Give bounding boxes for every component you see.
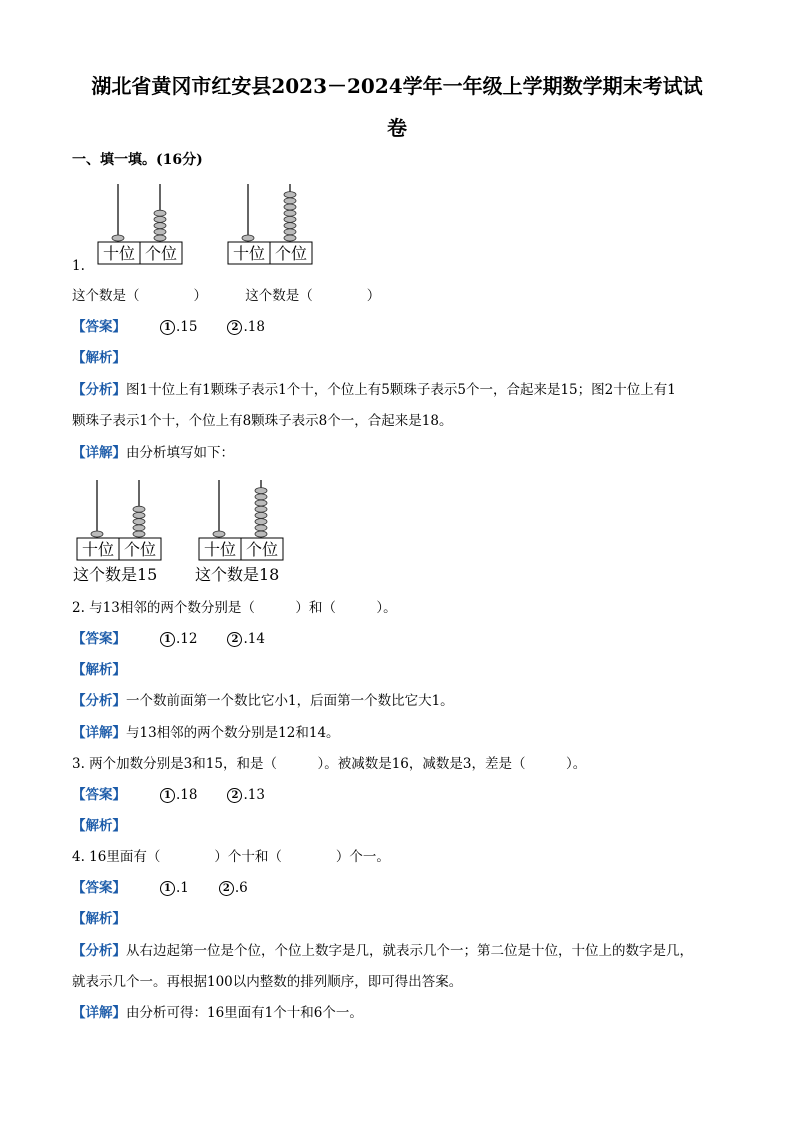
- abacus-figure-1: [96, 182, 186, 268]
- circle-number: 2: [227, 788, 242, 803]
- abacus-bead: [133, 519, 145, 525]
- q3-answer-row: [72, 785, 265, 805]
- circle-number: 1: [160, 320, 175, 335]
- abacus-bead: [133, 531, 145, 537]
- abacus-bead: [154, 223, 166, 229]
- place-label: 十位: [102, 244, 136, 263]
- abacus-bead: [91, 531, 103, 537]
- q1-analysis-text-1: 图1十位上有1颗珠子表示1个十，个位上有5颗珠子表示5个一，合起来是15；图2十位上有1: [126, 382, 676, 398]
- jiexi-label: 【解析】: [72, 350, 126, 366]
- abacus-bead: [154, 235, 166, 241]
- abacus-bead: [284, 198, 296, 204]
- abacus-bead: [255, 531, 267, 537]
- q2-answer-row: [72, 629, 265, 649]
- abacus-bead: [255, 519, 267, 525]
- detail-label: 【详解】: [72, 725, 126, 741]
- q2-answer-1: .12: [176, 631, 198, 647]
- analysis-label: 【分析】: [72, 693, 126, 709]
- abacus-bead: [284, 235, 296, 241]
- place-label: 个位: [144, 244, 178, 263]
- q1-jiexi: [72, 348, 126, 368]
- q4-answer-row: [72, 878, 248, 898]
- abacus-bead: [112, 235, 124, 241]
- abacus-caption-2: 这个数是18: [195, 565, 280, 584]
- q4-jiexi: [72, 909, 126, 929]
- q2-detail: [72, 723, 340, 743]
- detail-label: 【详解】: [72, 1005, 126, 1021]
- place-label: 十位: [232, 244, 266, 263]
- abacus-bead: [284, 223, 296, 229]
- abacus-bead: [255, 525, 267, 531]
- q2-jiexi: [72, 660, 126, 680]
- circle-number: 1: [160, 881, 175, 896]
- q2-analysis: [72, 691, 454, 711]
- circle-number: 2: [227, 632, 242, 647]
- q3-answer-2: .13: [243, 787, 265, 803]
- abacus-bead: [255, 506, 267, 512]
- circle-number: 2: [227, 320, 242, 335]
- abacus-bead: [154, 229, 166, 235]
- q3-jiexi: [72, 816, 126, 836]
- abacus-bead: [133, 506, 145, 512]
- q1-number: 1.: [72, 258, 85, 274]
- q4-detail: [72, 1003, 363, 1023]
- abacus-bead: [255, 494, 267, 500]
- q1-analysis-2: 颗珠子表示1个十，个位上有8颗珠子表示8个一，合起来是18。: [72, 413, 453, 429]
- place-label: 十位: [81, 540, 115, 559]
- q4-answer-2: .6: [234, 880, 248, 896]
- place-label: 十位: [203, 540, 237, 559]
- place-label: 个位: [274, 244, 308, 263]
- abacus-figure-3: [75, 478, 165, 564]
- q4-analysis-1: [72, 941, 693, 961]
- abacus-bead: [255, 512, 267, 518]
- q3-answer-1: .18: [176, 787, 198, 803]
- place-label: 个位: [123, 540, 157, 559]
- answer-label: 【答案】: [72, 787, 126, 803]
- abacus-bead: [284, 204, 296, 210]
- abacus-bead: [213, 531, 225, 537]
- abacus-bead: [242, 235, 254, 241]
- q4-analysis-2: 就表示几个一。再根据100以内整数的排列顺序，即可得出答案。: [72, 974, 463, 990]
- q4-detail-text: 由分析可得：16里面有1个十和6个一。: [126, 1005, 363, 1021]
- q3-question: 3. 两个加数分别是3和15，和是（ ）。被减数是16，减数是3，差是（ ）。: [72, 756, 587, 772]
- analysis-label: 【分析】: [72, 943, 126, 959]
- q2-question: 2. 与13相邻的两个数分别是（ ）和（ ）。: [72, 600, 397, 616]
- abacus-bead: [284, 229, 296, 235]
- abacus-bead: [133, 525, 145, 531]
- answer-label: 【答案】: [72, 880, 126, 896]
- abacus-bead: [284, 192, 296, 198]
- circle-number: 1: [160, 632, 175, 647]
- jiexi-label: 【解析】: [72, 818, 126, 834]
- abacus-bead: [284, 216, 296, 222]
- q1-answer-row: [72, 317, 265, 337]
- abacus-bead: [133, 512, 145, 518]
- section-heading: 一、填一填。(16分): [72, 152, 203, 168]
- place-label: 个位: [245, 540, 279, 559]
- q4-analysis-text-1: 从右边起第一位是个位，个位上数字是几，就表示几个一；第二位是十位，十位上的数字是几，: [126, 943, 693, 959]
- answer-label: 【答案】: [72, 319, 126, 335]
- detail-label: 【详解】: [72, 445, 126, 461]
- q1-answer-2: .18: [243, 319, 265, 335]
- q4-question: 4. 16里面有（ ）个十和（ ）个一。: [72, 849, 390, 865]
- q1-blank-right-text: 这个数是（ ）: [245, 288, 381, 304]
- abacus-bead: [255, 500, 267, 506]
- jiexi-label: 【解析】: [72, 662, 126, 678]
- answer-label: 【答案】: [72, 631, 126, 647]
- circle-number: 1: [160, 788, 175, 803]
- abacus-bead: [154, 216, 166, 222]
- abacus-figure-4: [197, 478, 287, 564]
- q4-answer-1: .1: [176, 880, 189, 896]
- exam-title-line2: 卷: [387, 116, 407, 140]
- abacus-bead: [255, 488, 267, 494]
- circle-number: 2: [219, 881, 234, 896]
- abacus-figure-2: [226, 182, 316, 268]
- abacus-caption-1: 这个数是15: [73, 565, 158, 584]
- q1-blank-left-text: 这个数是（ ）: [72, 288, 207, 304]
- q1-detail: [72, 443, 234, 463]
- abacus-bead: [154, 210, 166, 216]
- analysis-label: 【分析】: [72, 382, 126, 398]
- q2-detail-text: 与13相邻的两个数分别是12和14。: [126, 725, 340, 741]
- q1-answer-1: .15: [176, 319, 198, 335]
- q2-analysis-text: 一个数前面第一个数比它小1，后面第一个数比它大1。: [126, 693, 454, 709]
- q1-blank-left: [72, 286, 380, 306]
- q1-analysis-1: [72, 380, 676, 400]
- q2-answer-2: .14: [243, 631, 265, 647]
- q1-detail-text: 由分析填写如下：: [126, 445, 234, 461]
- jiexi-label: 【解析】: [72, 911, 126, 927]
- exam-title-line1: 湖北省黄冈市红安县2023－2024学年一年级上学期数学期末考试试: [91, 74, 703, 98]
- abacus-bead: [284, 210, 296, 216]
